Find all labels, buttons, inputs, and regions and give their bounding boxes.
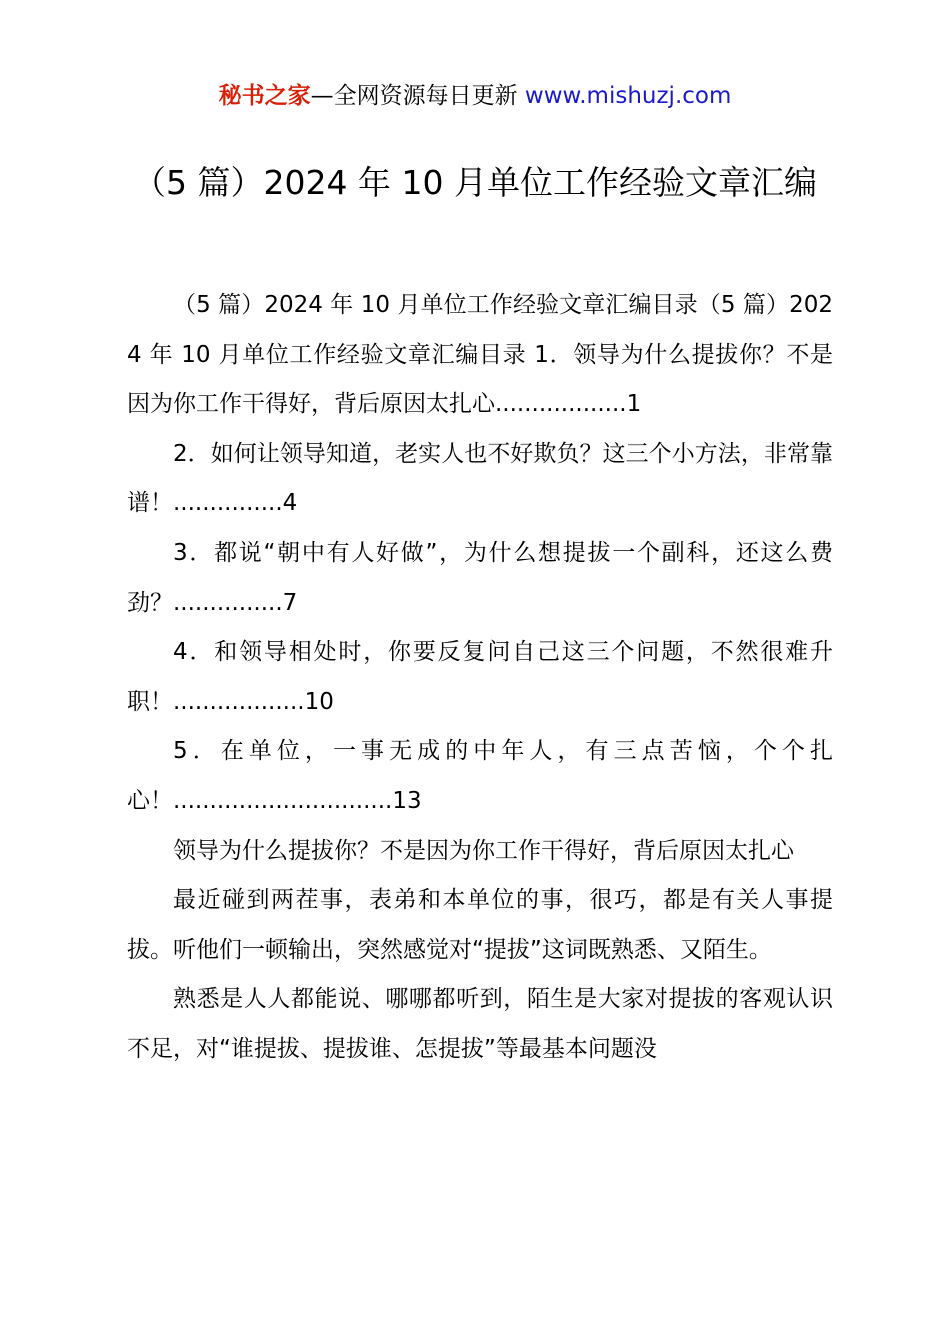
toc-entry-3[interactable]: 3．都说“朝中有人好做”，为什么想提拔一个副科，还这么费劲？...............7: [127, 539, 833, 616]
toc-intro-paragraph: （5 篇）2024 年 10 月单位工作经验文章汇编目录（5 篇）2024 年 10 月单位工作经验文章汇编目录 1．领导为什么提拔你？不是因为你工作干得好，背后原因太扎心..................1: [127, 292, 833, 418]
toc-entry-5[interactable]: 5．在单位，一事无成的中年人，有三点苦恼，个个扎心！..............................13: [127, 738, 833, 814]
site-brand: 秘书之家: [218, 83, 311, 109]
toc-entry-4[interactable]: 4．和领导相处时，你要反复问自己这三个问题，不然很难升职！..................10: [127, 639, 833, 715]
site-url-link[interactable]: www.mishuzj.com: [524, 83, 732, 109]
document-title: （5 篇）2024 年 10 月单位工作经验文章汇编: [133, 163, 817, 202]
site-tagline: —全网资源每日更新: [310, 83, 525, 109]
toc-entry-2[interactable]: 2．如何让领导知道，老实人也不好欺负？这三个小方法，非常靠谱！...............4: [127, 440, 833, 517]
body-paragraph: 最近碰到两茬事，表弟和本单位的事，很巧，都是有关人事提拔。听他们一顿输出，突然感觉对“提拔”这词既熟悉、又陌生。: [127, 887, 833, 963]
section-heading: 领导为什么提拔你？不是因为你工作干得好，背后原因太扎心: [173, 837, 794, 864]
site-header: [0, 80, 950, 112]
document-body: [127, 281, 833, 1075]
body-paragraph: 熟悉是人人都能说、哪哪都听到，陌生是大家对提拔的客观认识不足，对“谁提拔、提拔谁、怎提拔”等最基本问题没: [127, 986, 833, 1062]
